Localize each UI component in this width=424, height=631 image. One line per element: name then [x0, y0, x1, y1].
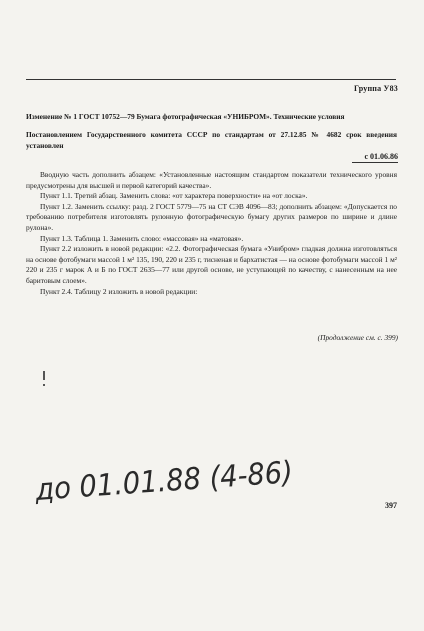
handwritten-note: до 01.01.88 (4-86) — [34, 453, 320, 508]
paragraph-1-3: Пункт 1.3. Таблица 1. Заменить слово: «массовая» на «матовая». — [40, 233, 244, 243]
paragraph-intro: Вводную часть дополнить абзацем: «Установленные настоящим стандартом показатели технического уровня предусмотрены для высшей и первой категорий качества». — [26, 170, 397, 190]
amendment-title: Изменение № 1 ГОСТ 10752—79 Бумага фотографическая «УНИБРОМ». Технические условия — [26, 112, 345, 121]
paragraph-2-2: Пункт 2.2 изложить в новой редакции: «2.2. Фотографическая бумага «Унибром» гладкая должна изготовляться на основе фотобумаги массой 1 м² 135, 190, 220 и 235 г, тисненая и бархатистая — на основе фотобумаги массой 1 м² 220 и 235 г марок А и Б по ГОСТ 2635—77 или другой основе, не уступающей по качеству, с нанесенным на нее баритовым слоем». — [26, 244, 397, 285]
effective-date: с 01.06.86 — [364, 152, 398, 161]
paragraph-1-1: Пункт 1.1. Третий абзац. Заменить слова: «от характера поверхности» на «от лоска». — [40, 191, 308, 201]
continuation-note: (Продолжение см. с. 399) — [317, 333, 398, 342]
paragraph-1-2: Пункт 1.2. Заменить ссылку: разд. 2 ГОСТ 5779—75 на СТ СЭВ 4096—83; дополнить абзацем: «Допускается по требованию потребителя изготовлять рулонную фотографическую бумагу других размеров по ширине и длине рулона». — [26, 201, 397, 232]
group-code: Группа У83 — [353, 84, 398, 93]
paragraph-2-4: Пункт 2.4. Таблицу 2 изложить в новой редакции: — [40, 286, 198, 296]
page-number: 397 — [385, 501, 397, 510]
decree-text: Постановлением Государственного комитета СССР по стандартам от 27.12.85 № 4682 срок введения установлен — [26, 130, 397, 150]
